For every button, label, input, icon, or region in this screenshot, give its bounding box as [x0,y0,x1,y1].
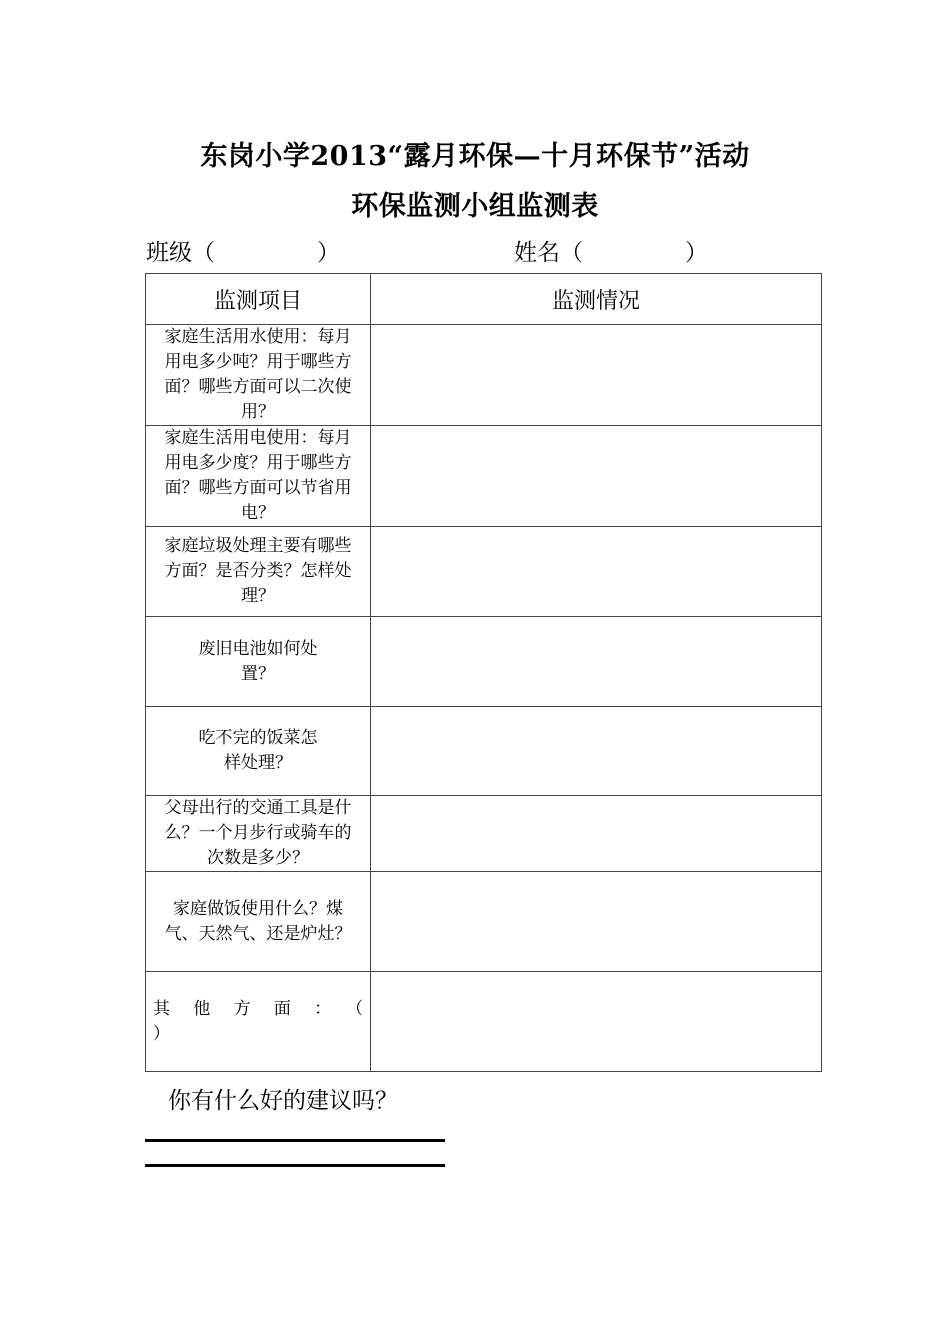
item-cell [146,707,371,796]
item-text: 家庭生活用电使用：每月用电多少度？用于哪些方面？哪些方面可以节省用电？ [164,428,352,523]
advice-prompt: 你有什么好的建议吗？ [168,1088,398,1114]
item-text: 家庭做饭使用什么？煤气、天然气、还是炉灶？ [164,898,352,944]
table-row [146,972,822,1072]
status-cell[interactable] [371,796,822,872]
item-text-head: 其他方面：（ [153,998,363,1019]
item-text: 父母出行的交通工具是什么？一个月步行或骑车的次数是多少？ [164,798,352,868]
table-row [146,707,822,796]
table-header-row [146,274,822,325]
item-text [153,997,363,1047]
status-cell[interactable] [371,527,822,617]
item-text: 废旧电池如何处置？ [198,638,318,684]
status-cell[interactable] [371,972,822,1072]
status-cell[interactable] [371,426,822,527]
table-row [146,325,822,426]
item-cell [146,972,371,1072]
answer-line[interactable] [145,1139,445,1142]
status-cell[interactable] [371,617,822,707]
header-monitoring-item: 监测项目 [146,274,371,325]
name-field[interactable] [514,234,708,267]
name-label: 姓名（ [514,240,583,266]
class-field[interactable] [146,234,340,267]
table-row [146,527,822,617]
item-cell [146,872,371,972]
item-cell [146,426,371,527]
page-title: 东岗小学2013“露月环保—十月环保节”活动 [200,141,750,172]
status-cell[interactable] [371,872,822,972]
monitoring-table [145,273,822,1072]
status-cell[interactable] [371,325,822,426]
status-cell[interactable] [371,707,822,796]
header-monitoring-status: 监测情况 [371,274,822,325]
table-row [146,872,822,972]
table-row [146,426,822,527]
name-close-paren: ） [685,240,708,266]
class-close-paren: ） [317,240,340,266]
table-row [146,796,822,872]
item-cell [146,527,371,617]
item-text: 吃不完的饭菜怎样处理？ [198,728,318,773]
item-text: 家庭生活用水使用：每月用电多少吨？用于哪些方面？哪些方面可以二次使用？ [164,327,352,422]
item-text-tail: ） [153,1023,170,1044]
answer-line[interactable] [145,1164,445,1167]
item-cell [146,325,371,426]
item-cell [146,796,371,872]
page-subtitle: 环保监测小组监测表 [351,191,599,222]
class-label: 班级（ [146,240,215,266]
item-text: 家庭垃圾处理主要有哪些方面？是否分类？怎样处理？ [164,536,352,606]
item-cell [146,617,371,707]
table-row [146,617,822,707]
